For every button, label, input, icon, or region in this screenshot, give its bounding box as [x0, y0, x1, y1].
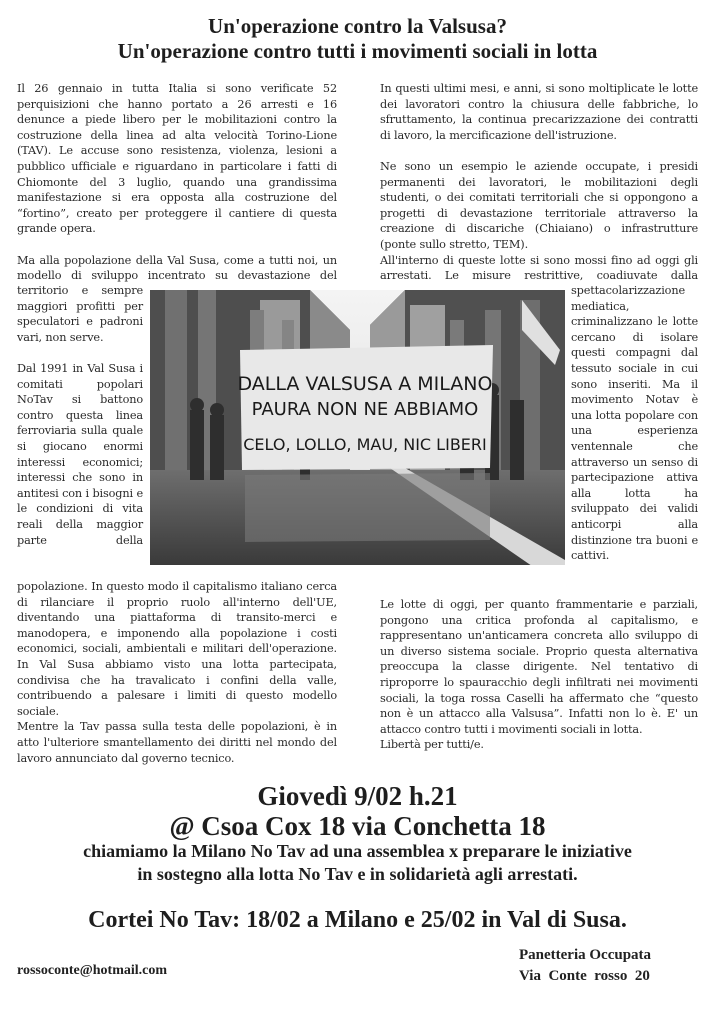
photo-banner-line1: DALLA VALSUSA A MILANO — [237, 373, 493, 395]
left-paragraph-2-wrap: territorio e sempre maggiori profitti per speculatori e padroni vari, non serve. — [17, 284, 143, 344]
page-title: Un'operazione contro la Valsusa? — [208, 14, 507, 38]
signature — [519, 945, 695, 987]
event-date: Giovedì 9/02 h.21 — [257, 781, 458, 811]
page-subtitle: Un'operazione contro tutti i movimenti sociali in lotta — [117, 39, 598, 63]
photo-banner-line2: PAURA NON NE ABBIAMO — [251, 399, 479, 420]
right-paragraph-3-wrap: spettacolarizzazione mediatica, criminalizzano le lotte cercano di isolare questi compagni dal tessuto sociale in cui sono inseriti. Ma il movimento Notav è una lotta popolare con una esperienza ventennale che attraverso un senso di partecipazione attiva alla lotta ha sviluppato dei validi anticorpi alla distinzione tra buoni e cattivi. — [571, 284, 698, 563]
left-column-bottom — [17, 579, 337, 766]
right-paragraph-4: Le lotte di oggi, per quanto frammentarie e parziali, pongono una critica profonda al capitalismo, e rappresentano un'anticamera concreta allo sviluppo di un diverso sistema sociale. Proprio questa alternativa preoccupa la classe dirigente. Nel tentativo di riproporre lo spauracchio degli infiltrati nei movimenti sociali, la toga rossa Caselli ha affermato che “questo non è un attacco alla Valsusa”. Infatti non lo è. E' un attacco contro tutti i movimenti sociali in lotta. — [380, 598, 698, 736]
cortei-announcement: Cortei No Tav: 18/02 a Milano e 25/02 in Val di Susa. — [88, 907, 627, 933]
left-paragraph-1: Il 26 gennaio in tutta Italia si sono verificate 52 perquisizioni che hanno portato a 26 arresti e 16 denunce a piede libero per le mobilitazioni contro la costruzione della linea ad alta velocità Torino-Lione (TAV). Le accuse sono resistenza, violenza, lesioni a pubblico ufficiale e riguardano in particolare i fatti di Chiomonte del 3 luglio, quando una grandissima manifestazione si era opposta alla costruzione del “fortino”, creato per proteggere il cantiere di questa grande opera. — [17, 82, 337, 236]
signature-name: Panetteria Occupata — [519, 947, 652, 963]
event-description-line2: in sostegno alla lotta No Tav e in solidarietà agli arrestati. — [137, 864, 578, 884]
left-paragraph-4: Mentre la Tav passa sulla testa delle popolazioni, è in atto l'ulteriore smantellamento dei diritti nel mondo del lavoro annunciato dal governo tecnico. — [17, 720, 337, 765]
right-column-bottom — [380, 597, 698, 753]
contact-email[interactable]: rossoconte@hotmail.com — [17, 963, 168, 978]
left-paragraph-3-wrap: Dal 1991 in Val Susa i comitati popolari NoTav si battono contro questa linea ferroviaria sulla quale si giocano enormi interessi economici; interessi che sono in antitesi con i bisogni e le condizioni di vita reali della maggior parte della — [17, 361, 143, 547]
protest-photo — [150, 290, 565, 565]
left-column-wrap — [17, 283, 143, 548]
left-column-top — [17, 81, 337, 284]
signature-address: Via Conte rosso 20 — [519, 968, 650, 984]
right-column-top — [380, 81, 698, 284]
right-paragraph-2: Ne sono un esempio le aziende occupate, i presidi permanenti dei lavoratori, le mobilitazioni degli studenti, o dei comitati territoriali che si oppongono a progetti di devastazione territoriale attraverso la creazione di discariche (Chiaiano) o infrastrutture (ponte sullo stretto, TEM). — [380, 159, 698, 251]
right-column-wrap — [571, 283, 698, 564]
right-paragraph-5: Libertà per tutti/e. — [380, 738, 484, 752]
photo-banner-line3: CELO, LOLLO, MAU, NIC LIBERI — [243, 435, 487, 454]
event-place: @ Csoa Cox 18 via Conchetta 18 — [169, 811, 546, 841]
right-paragraph-1: In questi ultimi mesi, e anni, si sono moltiplicate le lotte dei lavoratori contro la chiusura delle fabbriche, lo sfruttamento, la continua precarizzazione dei contratti di lavoro, la mercificazione dell'istruzione. — [380, 82, 698, 142]
event-description-line1: chiamiamo la Milano No Tav ad una assemblea x preparare le iniziative — [83, 841, 632, 861]
left-paragraph-2-lead: Ma alla popolazione della Val Susa, come a tutti noi, un modello di sviluppo incentrato su devastazione del — [17, 253, 337, 283]
right-paragraph-3-lead: All'interno di queste lotte si sono mossi fino ad oggi gli arrestati. Le misure restrittive, coadiuvate dalla — [380, 253, 698, 283]
left-paragraph-3-rest: popolazione. In questo modo il capitalismo italiano cerca di rilanciare il proprio ruolo all'interno dell'UE, diventando una piattaforma di transito-merci e manodopera, e imponendo alla popolazione i costi economici, sociali, ambientali e militari dell'operazione. In Val Susa abbiamo visto una lotta partecipata, condivisa che ha travalicato i confini della valle, contribuendo a palesare i limiti di questo modello sociale. — [17, 580, 337, 718]
